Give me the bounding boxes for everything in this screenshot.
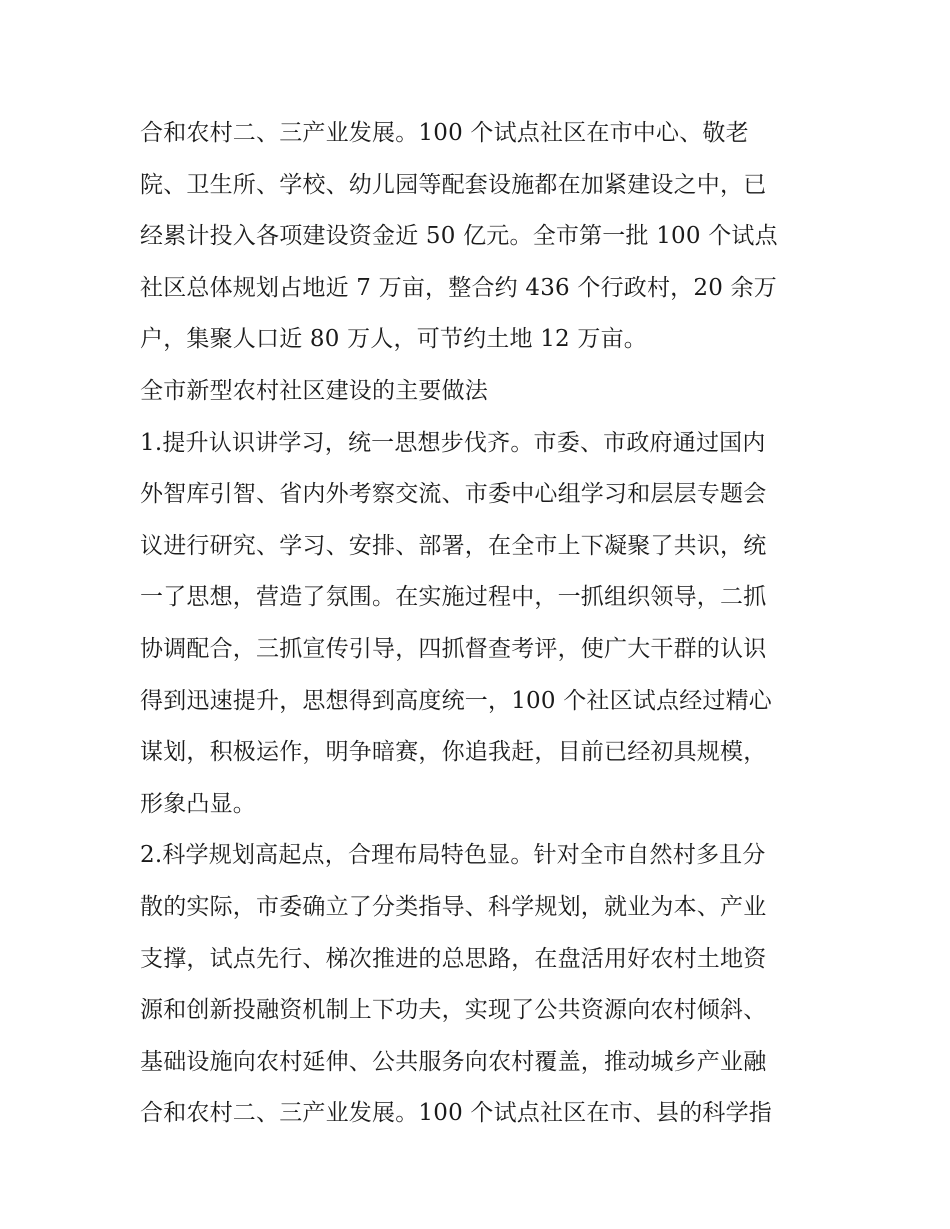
- text-line: 2.科学规划高起点，合理布局特色显。针对全市自然村多且分: [140, 842, 766, 869]
- text-line: 户，集聚人口近 80 万人，可节约土地 12 万亩。: [140, 326, 647, 353]
- text-line: 院、卫生所、学校、幼儿园等配套设施都在加紧建设之中，已: [140, 171, 767, 198]
- text-line: 支撑，试点先行、梯次推进的总思路，在盘活用好农村土地资: [140, 945, 767, 972]
- text-line: 形象凸显。: [140, 790, 256, 817]
- text-line: 外智库引智、省内外考察交流、市委中心组学习和层层专题会: [140, 481, 767, 508]
- text-line: 社区总体规划占地近 7 万亩，整合约 436 个行政村，20 余万: [140, 274, 777, 301]
- text-line: 基础设施向农村延伸、公共服务向农村覆盖，推动城乡产业融: [140, 1048, 767, 1075]
- document-body: [140, 108, 820, 1140]
- text-line: 经累计投入各项建设资金近 50 亿元。全市第一批 100 个试点: [140, 223, 778, 250]
- text-line: 合和农村二、三产业发展。100 个试点社区在市、县的科学指: [140, 1100, 773, 1127]
- text-line: 谋划，积极运作，明争暗赛，你追我赶，目前已经初具规模，: [140, 739, 767, 766]
- text-line: 议进行研究、学习、安排、部署，在全市上下凝聚了共识，统: [140, 532, 767, 559]
- text-line: 协调配合，三抓宣传引导，四抓督查考评，使广大干群的认识: [140, 635, 767, 662]
- text-line: 1.提升认识讲学习，统一思想步伐齐。市委、市政府通过国内: [140, 429, 766, 456]
- text-line: 一了思想，营造了氛围。在实施过程中，一抓组织领导，二抓: [140, 584, 767, 611]
- section-heading: 全市新型农村社区建设的主要做法: [140, 377, 488, 404]
- text-line: 得到迅速提升，思想得到高度统一，100 个社区试点经过精心: [140, 687, 773, 714]
- text-line: 合和农村二、三产业发展。100 个试点社区在市中心、敬老: [140, 120, 749, 146]
- text-line: 源和创新投融资机制上下功夫，实现了公共资源向农村倾斜、: [140, 997, 767, 1024]
- text-line: 散的实际，市委确立了分类指导、科学规划，就业为本、产业: [140, 893, 767, 920]
